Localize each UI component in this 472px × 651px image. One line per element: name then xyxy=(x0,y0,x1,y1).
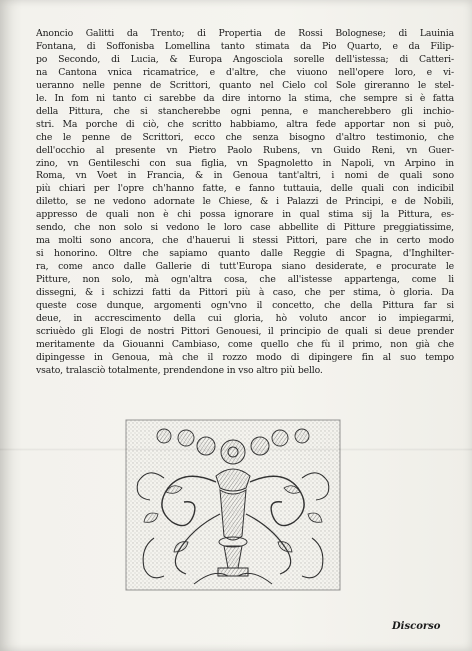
text-line: ma molti sono ancora, che d'hauerui li stessi Pittori, pare che in certo modo xyxy=(36,235,454,247)
text-line: po Secondo, di Lucia, & Europa Angosciola sorelle dell'istessa; di Catteri- xyxy=(36,53,454,65)
text-line: diletto, se ne vedono adornate le Chiese, & i Palazzi de Principi, e de Nobili, xyxy=(36,196,454,208)
text-line: stri. Ma porche di ciò, che scritto habbiamo, altra fede apportar non si può, xyxy=(36,118,454,130)
text-line: Fontana, di Soffonisba Lomellina tanto stimata da Pio Quarto, e da Filip- xyxy=(36,40,454,52)
text-line: na Cantona vnica ricamatrice, e d'altre, che viuono nell'opere loro, e vi- xyxy=(36,66,454,78)
text-line: si honorino. Oltre che sapiamo quanto dalle Reggie di Spagna, d'Inghilter- xyxy=(36,248,454,260)
text-line: più chiari per l'opre ch'hanno fatte, e fanno tuttauia, delle quali con indicibil xyxy=(36,183,454,195)
text-line: vsato, tralasciò totalmente, prendendone in vso altro più bello. xyxy=(36,364,323,376)
text-line: appresso de quali non è chi possa ignorare in qual stima sij la Pittura, es- xyxy=(36,209,454,221)
text-line: dissegni, & i schizzi fatti da Pittori più à caso, che per stima, ò gloria. Da xyxy=(36,287,454,299)
catchword: Discorso xyxy=(392,621,441,632)
text-line: queste cose dunque, argomenti ogn'vno il concetto, che della Pittura far si xyxy=(36,300,454,312)
text-line: dell'occhio al presente vn Pietro Paolo Rubens, vn Guido Reni, vn Guer- xyxy=(36,144,454,156)
floral-headpiece-ornament-icon xyxy=(124,418,342,592)
text-line: deue, in accrescimento della cui gloria, hò voluto ancor io impiegarmi, xyxy=(36,312,454,324)
text-line: sendo, che non solo si vedono le loro case abbellite di Pitture preggiatissime, xyxy=(36,222,454,234)
text-line: Pitture, non solo, mà ogn'altra cosa, che all'istesse appartenga, come li xyxy=(36,274,454,286)
text-line: le. In fom ni tanto ci sarebbe da dire intorno la stima, che sempre si è fatta xyxy=(36,92,454,104)
text-line: che le penne de Scrittori, ecco che senza bisogno d'altro testimonio, che xyxy=(36,131,454,143)
text-line: ueranno nelle penne de Scrittori, quanto nel Cielo col Sole gireranno le stel- xyxy=(36,79,454,91)
text-line: dipingesse in Genoua, mà che il rozzo modo di dipingere fin al suo tempo xyxy=(36,351,454,363)
text-line: zino, vn Gentileschi con sua figlia, vn Spagnoletto in Napoli, vn Arpino in xyxy=(36,157,454,169)
text-line: della Pittura, che si stancherebbe ogni penna, e mancherebbero gli inchio- xyxy=(36,105,454,117)
body-text xyxy=(36,28,454,378)
text-line: scriuèdo gli Elogi de nostri Pittori Genouesi, il principio de quali si deue prender xyxy=(36,325,454,337)
text-line: Roma, vn Voet in Francia, & in Genoua tant'altri, i nomi de quali sono xyxy=(36,170,454,182)
text-line: meritamente da Giouanni Cambiaso, come quello che fù il primo, non già che xyxy=(36,338,454,350)
text-line: ra, come anco dalle Gallerie di tutt'Europa siano desiderate, e procurate le xyxy=(36,261,454,273)
paper-crease xyxy=(0,448,472,451)
text-line: Anoncio Galitti da Trento; di Propertia de Rossi Bolognese; di Lauinia xyxy=(36,28,454,39)
